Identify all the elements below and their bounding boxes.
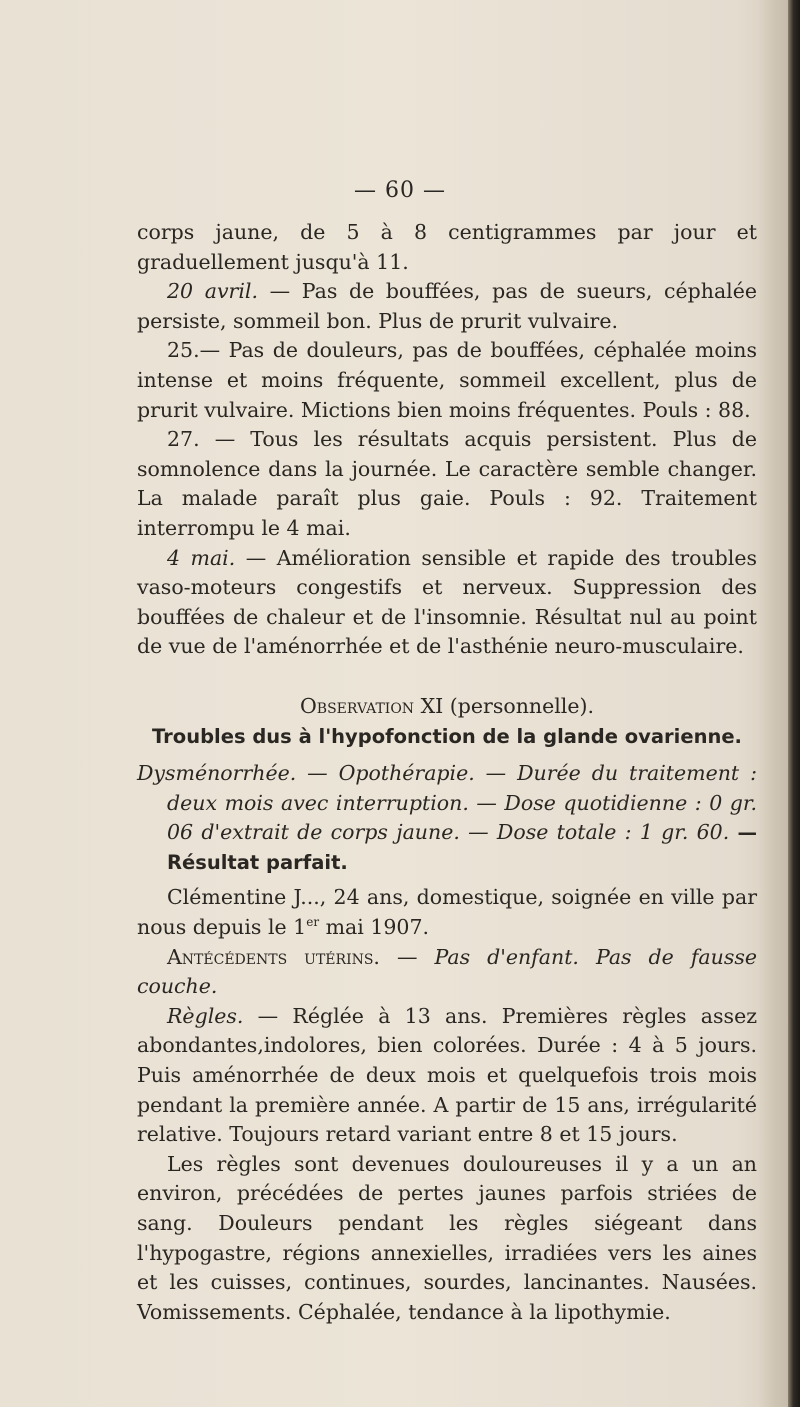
observation-title: Troubles dus à l'hypofonction de la glande ovarienne.: [152, 724, 742, 748]
observation-heading: [137, 692, 757, 722]
date: 4 mai.: [167, 545, 236, 570]
paragraph-text: —: [379, 944, 435, 969]
page-number: — 60 —: [354, 178, 446, 203]
binding-shadow: [758, 0, 788, 1407]
paragraph-text: mai 1907.: [319, 915, 429, 940]
paragraph: [137, 883, 757, 942]
date: 20 avril.: [167, 279, 258, 304]
body-text: [137, 218, 757, 1327]
paragraph: [137, 943, 757, 1002]
observation-label: Observation: [300, 693, 415, 718]
paragraph: 27. — Tous les résultats acquis persistent. Plus de somnolence dans la journée. Le caractère semble changer. La malade paraît plus gaie. Pouls : 92. Traitement interrompu le 4 mai.: [137, 427, 757, 540]
result-text: — Résultat parfait.: [167, 821, 757, 874]
summary-text: Dysménorrhée. — Opothérapie. — Durée du traitement : deux mois avec interruption. — Dose quotidienne : 0 gr. 06 d'extrait de corps jaune. — Dose totale : 1 gr. 60.: [137, 761, 757, 845]
paragraph-italic: Pas d'enfant. Pas de fausse couche.: [137, 944, 757, 999]
paragraph-text: — Pas de bouffées, pas de sueurs, céphalée persiste, sommeil bon. Plus de prurit vulvaire.: [137, 279, 757, 333]
spacer: [137, 662, 757, 692]
paragraph: [137, 277, 757, 336]
paragraph: [137, 1002, 757, 1150]
paragraph: corps jaune, de 5 à 8 centigrammes par jour et graduellement jusqu'à 11.: [137, 220, 757, 274]
paragraph: 25.— Pas de douleurs, pas de bouffées, céphalée moins intense et moins fréquente, sommeil excellent, plus de prurit vulvaire. Mictions bien moins fréquentes. Pouls : 88.: [137, 338, 757, 422]
paragraph-text: — Amélioration sensible et rapide des troubles vaso-moteurs congestifs et nerveux. Suppression des bouffées de chaleur et de l'insomnie. Résultat nul au point de vue de l'aménorrhée et de l'asthénie neuro-musculaire.: [137, 545, 757, 659]
paragraph: [137, 544, 757, 662]
observation-summary: [137, 759, 757, 877]
page-edge: [788, 0, 800, 1407]
section-label: Règles.: [167, 1003, 244, 1028]
section-label: Antécédents utérins.: [167, 944, 380, 969]
observation-number: XI (personnelle).: [414, 693, 594, 718]
paragraph: Les règles sont devenues douloureuses il y a un an environ, précédées de pertes jaunes parfois striées de sang. Douleurs pendant les règles siégeant dans l'hypogastre, régions annexielles, irradiées vers les aines et les cuisses, continues, sourdes, lancinantes. Nausées. Vomissements. Céphalée, tendance à la lipothymie.: [137, 1151, 757, 1324]
superscript: er: [306, 915, 320, 930]
paragraph-text: — Réglée à 13 ans. Premières règles assez abondantes,indolores, bien colorées. Durée : 4 à 5 jours. Puis aménorrhée de deux mois et quelquefois trois mois pendant la première année. A partir de 15 ans, irrégularité relative. Toujours retard variant entre 8 et 15 jours.: [137, 1003, 757, 1147]
paragraph-text: Clémentine J..., 24 ans, domestique, soignée en ville par nous depuis le 1: [137, 885, 757, 940]
